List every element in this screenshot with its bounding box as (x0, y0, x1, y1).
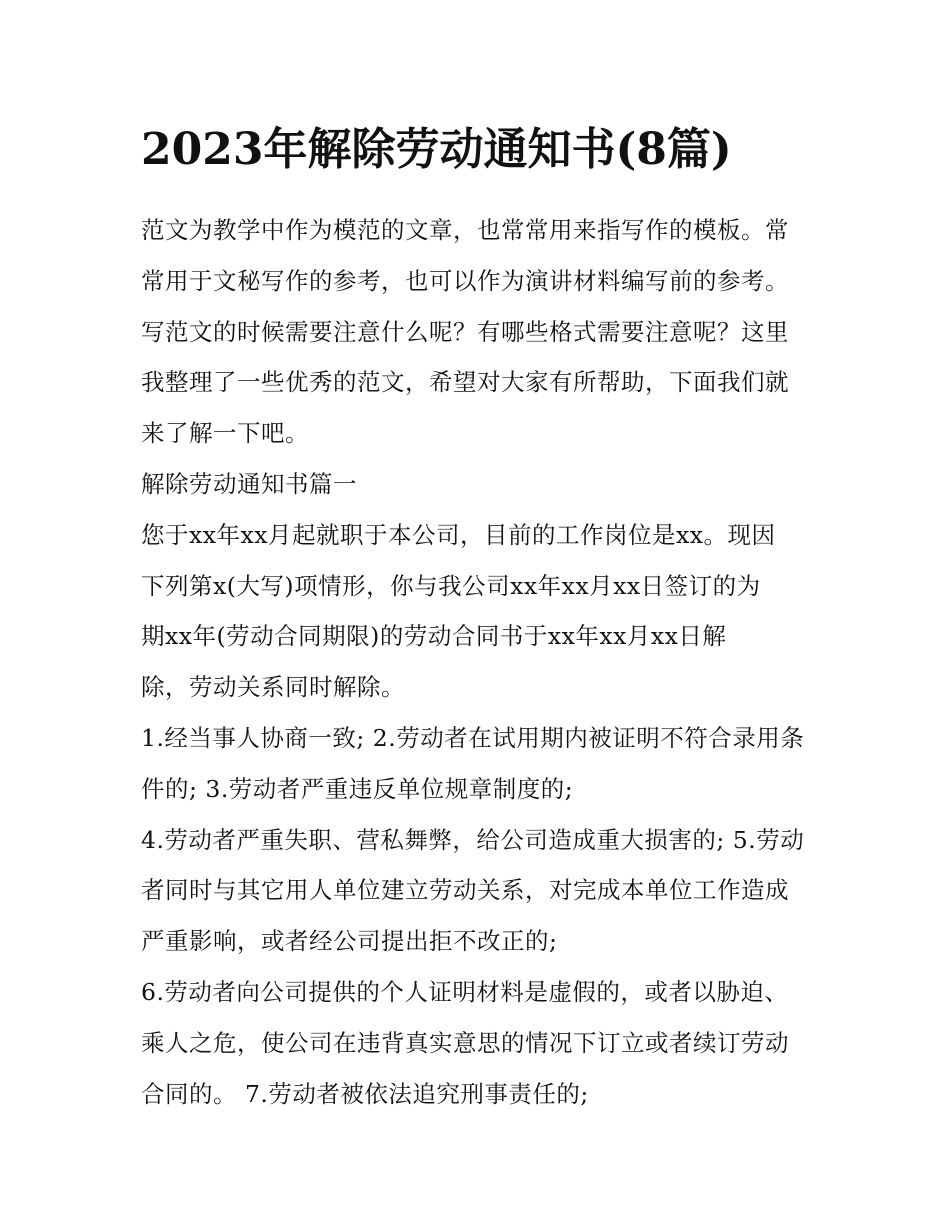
text-line: 范文为教学中作为模范的文章，也常常用来指写作的模板。常 (141, 216, 789, 244)
clause-paragraph (141, 967, 821, 1119)
text-line: 下列第x(大写)项情形，你与我公司xx年xx月xx日签订的为 (141, 571, 761, 600)
clause-paragraph (141, 815, 821, 967)
text-line: 您于xx年xx月起就职于本公司，目前的工作岗位是xx。现因 (141, 520, 776, 549)
text-line: 期xx年(劳动合同期限)的劳动合同书于xx年xx月xx日解 (141, 622, 727, 651)
text-line: 6.劳动者向公司提供的个人证明材料是虚假的，或者以胁迫、 (141, 977, 789, 1006)
document-body (141, 205, 821, 1119)
text-line: 常用于文秘写作的参考，也可以作为演讲材料编写前的参考。 (141, 266, 789, 295)
document-page (141, 118, 821, 1119)
text-line: 除，劳动关系同时解除。 (141, 673, 405, 702)
text-line: 写范文的时候需要注意什么呢？有哪些格式需要注意呢？这里 (141, 317, 789, 346)
text-line: 件的; 3.劳动者严重违反单位规章制度的; (141, 774, 574, 803)
intro-paragraph (141, 205, 821, 459)
clause-paragraph (141, 713, 821, 815)
text-line: 合同的。 7.劳动者被依法追究刑事责任的; (141, 1079, 589, 1108)
text-line: 我整理了一些优秀的范文，希望对大家有所帮助，下面我们就 (141, 368, 789, 397)
text-line: 解除劳动通知书篇一 (141, 469, 357, 498)
text-line: 1.经当事人协商一致; 2.劳动者在试用期内被证明不符合录用条 (141, 723, 805, 752)
text-line: 严重影响，或者经公司提出拒不改正的; (141, 927, 558, 956)
text-line: 者同时与其它用人单位建立劳动关系，对完成本单位工作造成 (141, 876, 789, 905)
section-heading (141, 459, 821, 510)
text-line: 4.劳动者严重失职、营私舞弊，给公司造成重大损害的; 5.劳动 (141, 825, 805, 854)
text-line: 来了解一下吧。 (141, 419, 309, 448)
notice-paragraph (141, 510, 821, 713)
document-title: 2023年解除劳动通知书(8篇) (141, 124, 732, 175)
text-line: 乘人之危，使公司在违背真实意思的情况下订立或者续订劳动 (141, 1028, 789, 1057)
